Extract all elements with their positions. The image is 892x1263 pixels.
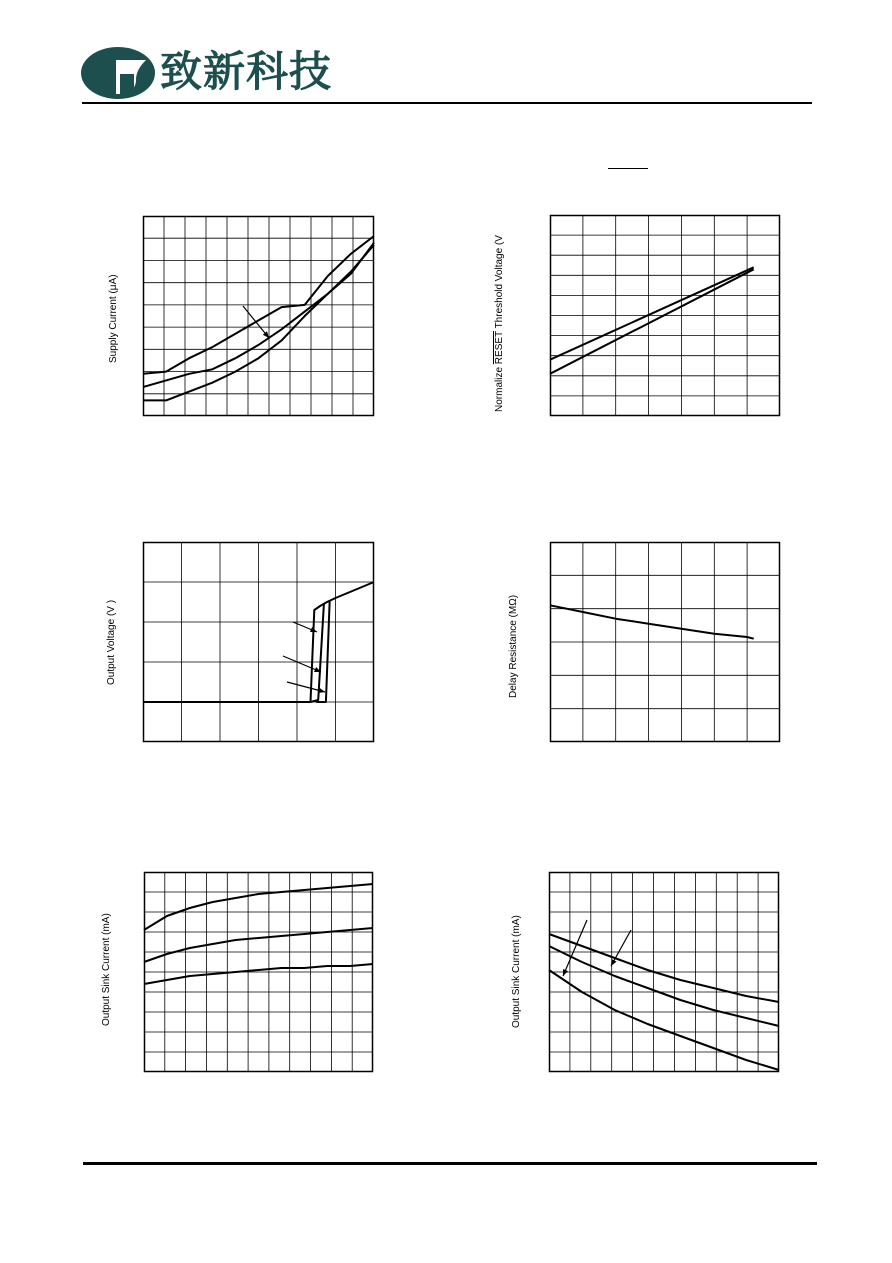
series-line-1: [550, 267, 754, 359]
reset-threshold-chart: [550, 215, 780, 416]
footer-rule: [83, 1162, 817, 1165]
delay-resistance-chart: [550, 542, 780, 742]
chart-6-ylabel: Output Sink Current (mA): [511, 915, 522, 1028]
series-line-2: [549, 946, 779, 1026]
series-line-2: [550, 269, 754, 374]
sink-current-chart-right: [549, 872, 779, 1072]
sink-current-chart-left: [144, 872, 373, 1072]
header-rule: [82, 102, 812, 104]
ylabel-prefix: Normalize: [494, 364, 505, 412]
series-line-1: [550, 605, 754, 638]
series-line-2: [144, 928, 373, 962]
chart-5-ylabel: Output Sink Current (mA): [101, 913, 112, 1026]
chart-2-ylabel: [494, 235, 505, 412]
series-line-1: [144, 884, 373, 930]
header-overbar-mark: [608, 168, 648, 169]
chart-1-ylabel: Supply Current (μA): [108, 274, 119, 363]
series-line-3: [549, 970, 779, 1070]
annotation-arrow-1: [563, 920, 587, 976]
plot-frame: [144, 217, 374, 416]
ylabel-reset: RESET: [494, 331, 505, 365]
supply-current-chart: [143, 216, 374, 416]
chart-3-ylabel: Output Voltage (V ): [106, 599, 117, 685]
chart-4-ylabel: Delay Resistance (MΩ): [508, 594, 519, 698]
company-name: 致新科技: [160, 47, 333, 96]
ylabel-suffix: Threshold Voltage (V: [494, 235, 505, 332]
series-line-3: [144, 964, 373, 984]
output-voltage-chart: [143, 542, 374, 742]
company-logo-icon: [80, 44, 156, 100]
